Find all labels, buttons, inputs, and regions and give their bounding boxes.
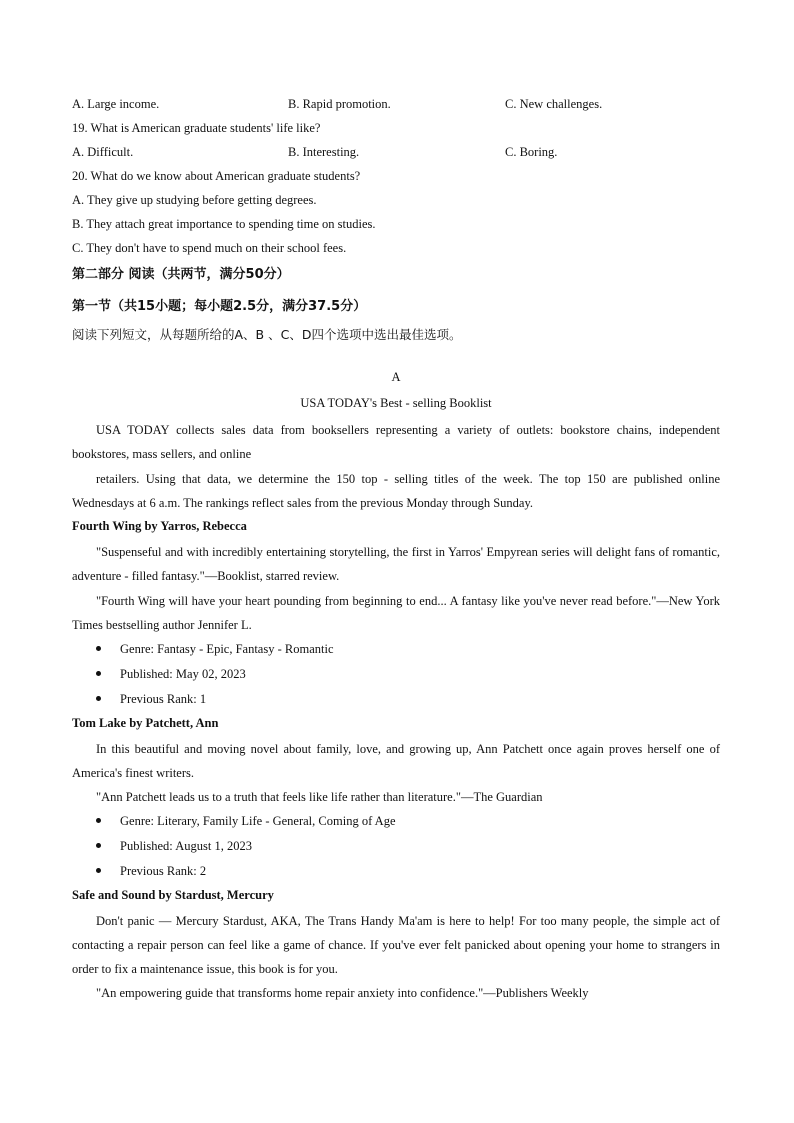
book-previous-rank: Previous Rank: 1 xyxy=(120,692,207,706)
book-review: "Ann Patchett leads us to a truth that feels like life rather than literature."—The Guardian xyxy=(96,790,543,804)
book-title-fourth-wing: Fourth Wing by Yarros, Rebecca xyxy=(72,519,247,533)
book-title-tom-lake: Tom Lake by Patchett, Ann xyxy=(72,716,219,730)
book-details-list xyxy=(72,638,720,713)
list-item xyxy=(72,688,720,713)
book-details-list xyxy=(72,810,720,885)
passage-title: USA TODAY's Best - selling Booklist xyxy=(300,396,492,410)
book-title-safe-and-sound: Safe and Sound by Stardust, Mercury xyxy=(72,888,274,902)
list-item xyxy=(72,663,720,688)
passage-intro-2: retailers. Using that data, we determine the 150 top - selling titles of the week. The top 150 are published online Wednesdays at 6 a.m. The rankings reflect sales from the previous Monday through Sunday. xyxy=(72,472,720,510)
bullet-icon xyxy=(96,843,101,848)
q18-option-a: A. Large income. xyxy=(72,97,160,111)
q18-options xyxy=(72,94,720,118)
q18-option-c: C. New challenges. xyxy=(505,97,603,111)
q20-option-b: B. They attach great importance to spending time on studies. xyxy=(72,217,376,231)
bullet-icon xyxy=(96,671,101,676)
q20-question: 20. What do we know about American graduate students? xyxy=(72,169,361,183)
q18-option-b: B. Rapid promotion. xyxy=(288,97,391,111)
document-page xyxy=(72,94,720,1006)
list-item xyxy=(72,810,720,835)
bullet-icon xyxy=(96,696,101,701)
list-item xyxy=(72,835,720,860)
q19-option-c: C. Boring. xyxy=(505,145,558,159)
part-title: 第二部分 阅读（共两节，满分50分） xyxy=(72,267,290,282)
book-review: "Suspenseful and with incredibly entertaining storytelling, the first in Yarros' Empyrean series will delight fans of romantic, adventure - filled fantasy."—Booklist, starred review. xyxy=(72,545,720,583)
bullet-icon xyxy=(96,646,101,651)
q19-option-b: B. Interesting. xyxy=(288,145,360,159)
bullet-icon xyxy=(96,868,101,873)
list-item xyxy=(72,860,720,885)
list-item xyxy=(72,638,720,663)
book-genre: Genre: Fantasy - Epic, Fantasy - Romantic xyxy=(120,642,334,656)
section-instruction: 阅读下列短文，从每题所给的A、B 、C、D四个选项中选出最佳选项。 xyxy=(72,327,462,342)
q20-option-a: A. They give up studying before getting degrees. xyxy=(72,193,317,207)
section-subtitle: 第一节（共15小题；每小题2.5分，满分37.5分） xyxy=(72,299,367,314)
q19-option-a: A. Difficult. xyxy=(72,145,134,159)
q20-option-c: C. They don't have to spend much on their school fees. xyxy=(72,241,347,255)
passage-letter: A xyxy=(391,370,401,384)
book-review: Don't panic — Mercury Stardust, AKA, The Trans Handy Ma'am is here to help! For too many people, the simple act of contacting a repair person can feel like a game of chance. If you've ever felt panicked about opening your home to strangers in order to fix a maintenance issue, this book is for you. xyxy=(72,914,720,976)
book-published: Published: August 1, 2023 xyxy=(120,839,252,853)
book-review: In this beautiful and moving novel about family, love, and growing up, Ann Patchett once again proves herself one of America's finest writers. xyxy=(72,742,720,780)
passage-intro-1: USA TODAY collects sales data from booksellers representing a variety of outlets: bookstore chains, independent bookstores, mass sellers, and online xyxy=(72,423,720,461)
book-previous-rank: Previous Rank: 2 xyxy=(120,864,207,878)
book-review: "An empowering guide that transforms home repair anxiety into confidence."—Publishers Weekly xyxy=(96,986,589,1000)
book-genre: Genre: Literary, Family Life - General, Coming of Age xyxy=(120,814,396,828)
q19-options xyxy=(72,142,720,166)
bullet-icon xyxy=(96,818,101,823)
book-published: Published: May 02, 2023 xyxy=(120,667,246,681)
book-review: "Fourth Wing will have your heart pounding from beginning to end... A fantasy like you've never read before."—New York Times bestselling author Jennifer L. xyxy=(72,594,720,632)
q19-question: 19. What is American graduate students' life like? xyxy=(72,121,321,135)
